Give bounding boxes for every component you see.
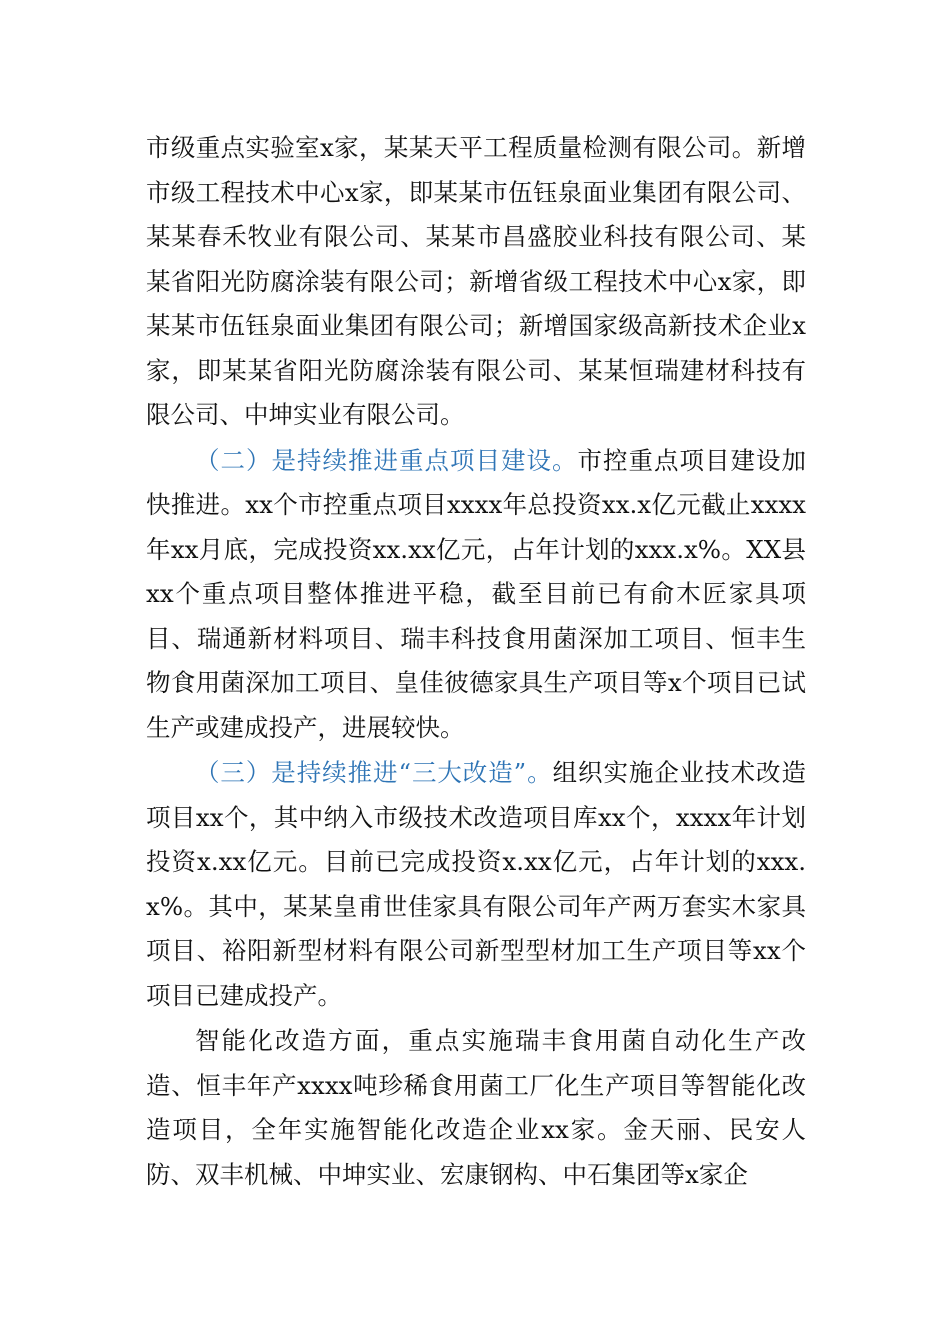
paragraph-1-text: 市级重点实验室x家，某某天平工程质量检测有限公司。新增市级工程技术中心x家，即某某市伍钰泉面业集团有限公司、某某春禾牧业有限公司、某某市昌盛胶业科技有限公司、某某省阳光防腐涂装有限公司；新增省级工程技术中心x家，即某某市伍钰泉面业集团有限公司；新增国家级高新技术企业x家，即某某省阳光防腐涂装有限公司、某某恒瑞建材科技有限公司、中坤实业有限公司。 <box>146 133 806 429</box>
paragraph-4-text: 智能化改造方面，重点实施瑞丰食用菌自动化生产改造、恒丰年产xxxx吨珍稀食用菌工厂化生产项目等智能化改造项目，全年实施智能化改造企业xx家。金天丽、民安人防、双丰机械、中坤实业、宏康钢构、中石集团等x家企 <box>146 1026 806 1189</box>
paragraph-2-text: 市控重点项目建设加快推进。xx个市控重点项目xxxx年总投资xx.x亿元截止xxxx年xx月底，完成投资xx.xx亿元，占年计划的xxx.x%。XX县xx个重点项目整体推进平稳，截至目前已有俞木匠家具项目、瑞通新材料项目、瑞丰科技食用菌深加工项目、恒丰生物食用菌深加工项目、皇佳彼德家具生产项目等x个项目已试生产或建成投产，进展较快。 <box>146 445 806 742</box>
paragraph-3-text: 组织实施企业技术改造项目xx个，其中纳入市级技术改造项目库xx个，xxxx年计划投资x.xx亿元。目前已完成投资x.xx亿元，占年计划的xxx.x%。其中，某某皇甫世佳家具有限公司年产两万套实木家具项目、裕阳新型材料有限公司新型型材加工生产项目等xx个项目已建成投产。 <box>146 758 806 1010</box>
paragraph-2 <box>146 439 806 751</box>
paragraph-3 <box>146 751 806 1018</box>
section-heading-2: （二）是持续推进重点项目建设。 <box>195 445 578 475</box>
paragraph-4 <box>146 1019 806 1197</box>
paragraph-1 <box>146 126 806 438</box>
section-heading-3: （三）是持续推进“三大改造”。 <box>195 758 553 787</box>
document-page <box>146 126 806 1198</box>
